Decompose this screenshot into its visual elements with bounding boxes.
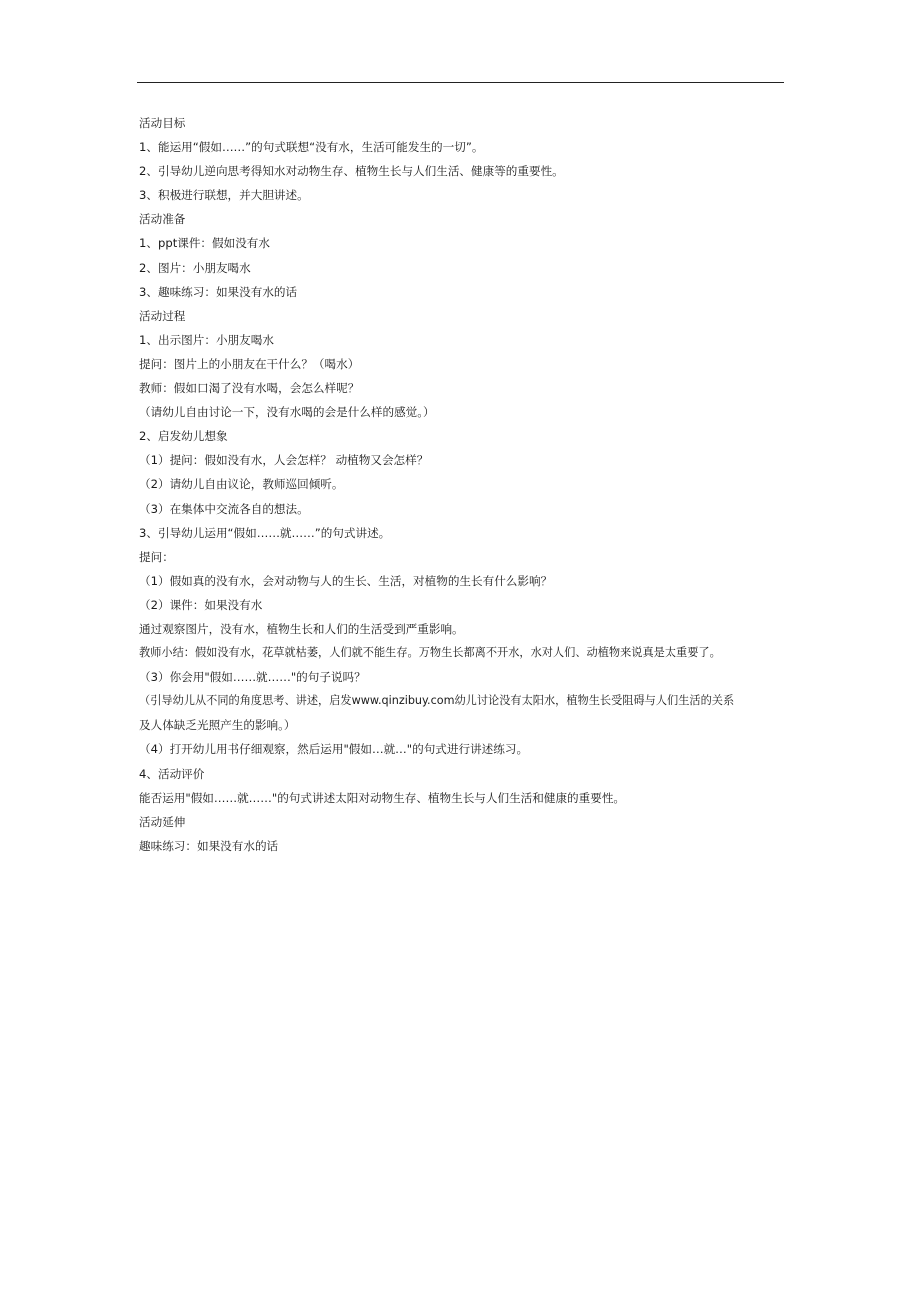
text-line: （1）假如真的没有水，会对动物与人的生长、生活，对植物的生长有什么影响？ bbox=[139, 573, 553, 588]
text-line: 3、趣味练习：如果没有水的话 bbox=[139, 284, 298, 299]
text-line: 能否运用"假如……就……"的句式讲述太阳对动物生存、植物生长与人们生活和健康的重要性。 bbox=[139, 790, 626, 805]
text-line: 3、引导幼儿运用“假如……就……”的句式讲述。 bbox=[139, 525, 391, 540]
text-line: 教师：假如口渴了没有水喝，会怎么样呢？ bbox=[139, 381, 360, 396]
text-line: 3、积极进行联想，并大胆讲述。 bbox=[139, 188, 309, 203]
text-line: 1、能运用“假如……”的句式联想“没有水，生活可能发生的一切”。 bbox=[139, 140, 484, 155]
header-rule bbox=[137, 82, 784, 83]
text-line: 提问：图片上的小朋友在干什么？（喝水） bbox=[139, 356, 360, 371]
section-heading-preparation: 活动准备 bbox=[139, 212, 186, 227]
text-line: （4）打开幼儿用书仔细观察，然后运用"假如…就…"的句式进行讲述练习。 bbox=[139, 742, 529, 757]
section-heading-goals: 活动目标 bbox=[139, 116, 186, 130]
text-line: （2）课件：如果没有水 bbox=[139, 597, 263, 612]
text-line: （3）你会用"假如……就……"的句子说吗？ bbox=[139, 670, 366, 685]
text-line: 1、出示图片：小朋友喝水 bbox=[139, 332, 274, 347]
text-line: 2、启发幼儿想象 bbox=[139, 429, 228, 444]
text-line: 通过观察图片，没有水，植物生长和人们的生活受到严重影响。 bbox=[139, 621, 464, 636]
text-line-summary: 教师小结：假如没有水，花草就枯萎，人们就不能生存。万物生长都离不开水，水对人们、动植物来说真是太重要了。 bbox=[139, 646, 721, 660]
text-line: 2、引导幼儿逆向思考得知水对动物生存、植物生长与人们生活、健康等的重要性。 bbox=[139, 164, 564, 179]
section-heading-extension: 活动延伸 bbox=[139, 814, 186, 829]
section-heading-process: 活动过程 bbox=[139, 308, 186, 323]
text-line: （2）请幼儿自由议论，教师巡回倾听。 bbox=[139, 477, 344, 492]
text-line: 趣味练习：如果没有水的话 bbox=[139, 838, 279, 853]
text-line: 2、图片：小朋友喝水 bbox=[139, 260, 251, 275]
text-line: 1、ppt课件：假如没有水 bbox=[139, 236, 270, 251]
text-line: 提问： bbox=[139, 549, 174, 564]
text-line: （请幼儿自由讨论一下，没有水喝的会是什么样的感觉。） bbox=[139, 405, 435, 420]
text-line: 及人体缺乏光照产生的影响。） bbox=[139, 718, 296, 733]
text-line: （1）提问：假如没有水，人会怎样？ 动植物又会怎样？ bbox=[139, 453, 429, 468]
text-line: 4、活动评价 bbox=[139, 766, 205, 781]
document-body bbox=[139, 111, 789, 858]
text-line-link-mention: （引导幼儿从不同的角度思考、讲述，启发www.qinzibuy.com幼儿讨论没有太阳水，植物生长受阻碍与人们生活的关系 bbox=[139, 694, 735, 708]
text-line: （3）在集体中交流各自的想法。 bbox=[139, 501, 309, 516]
